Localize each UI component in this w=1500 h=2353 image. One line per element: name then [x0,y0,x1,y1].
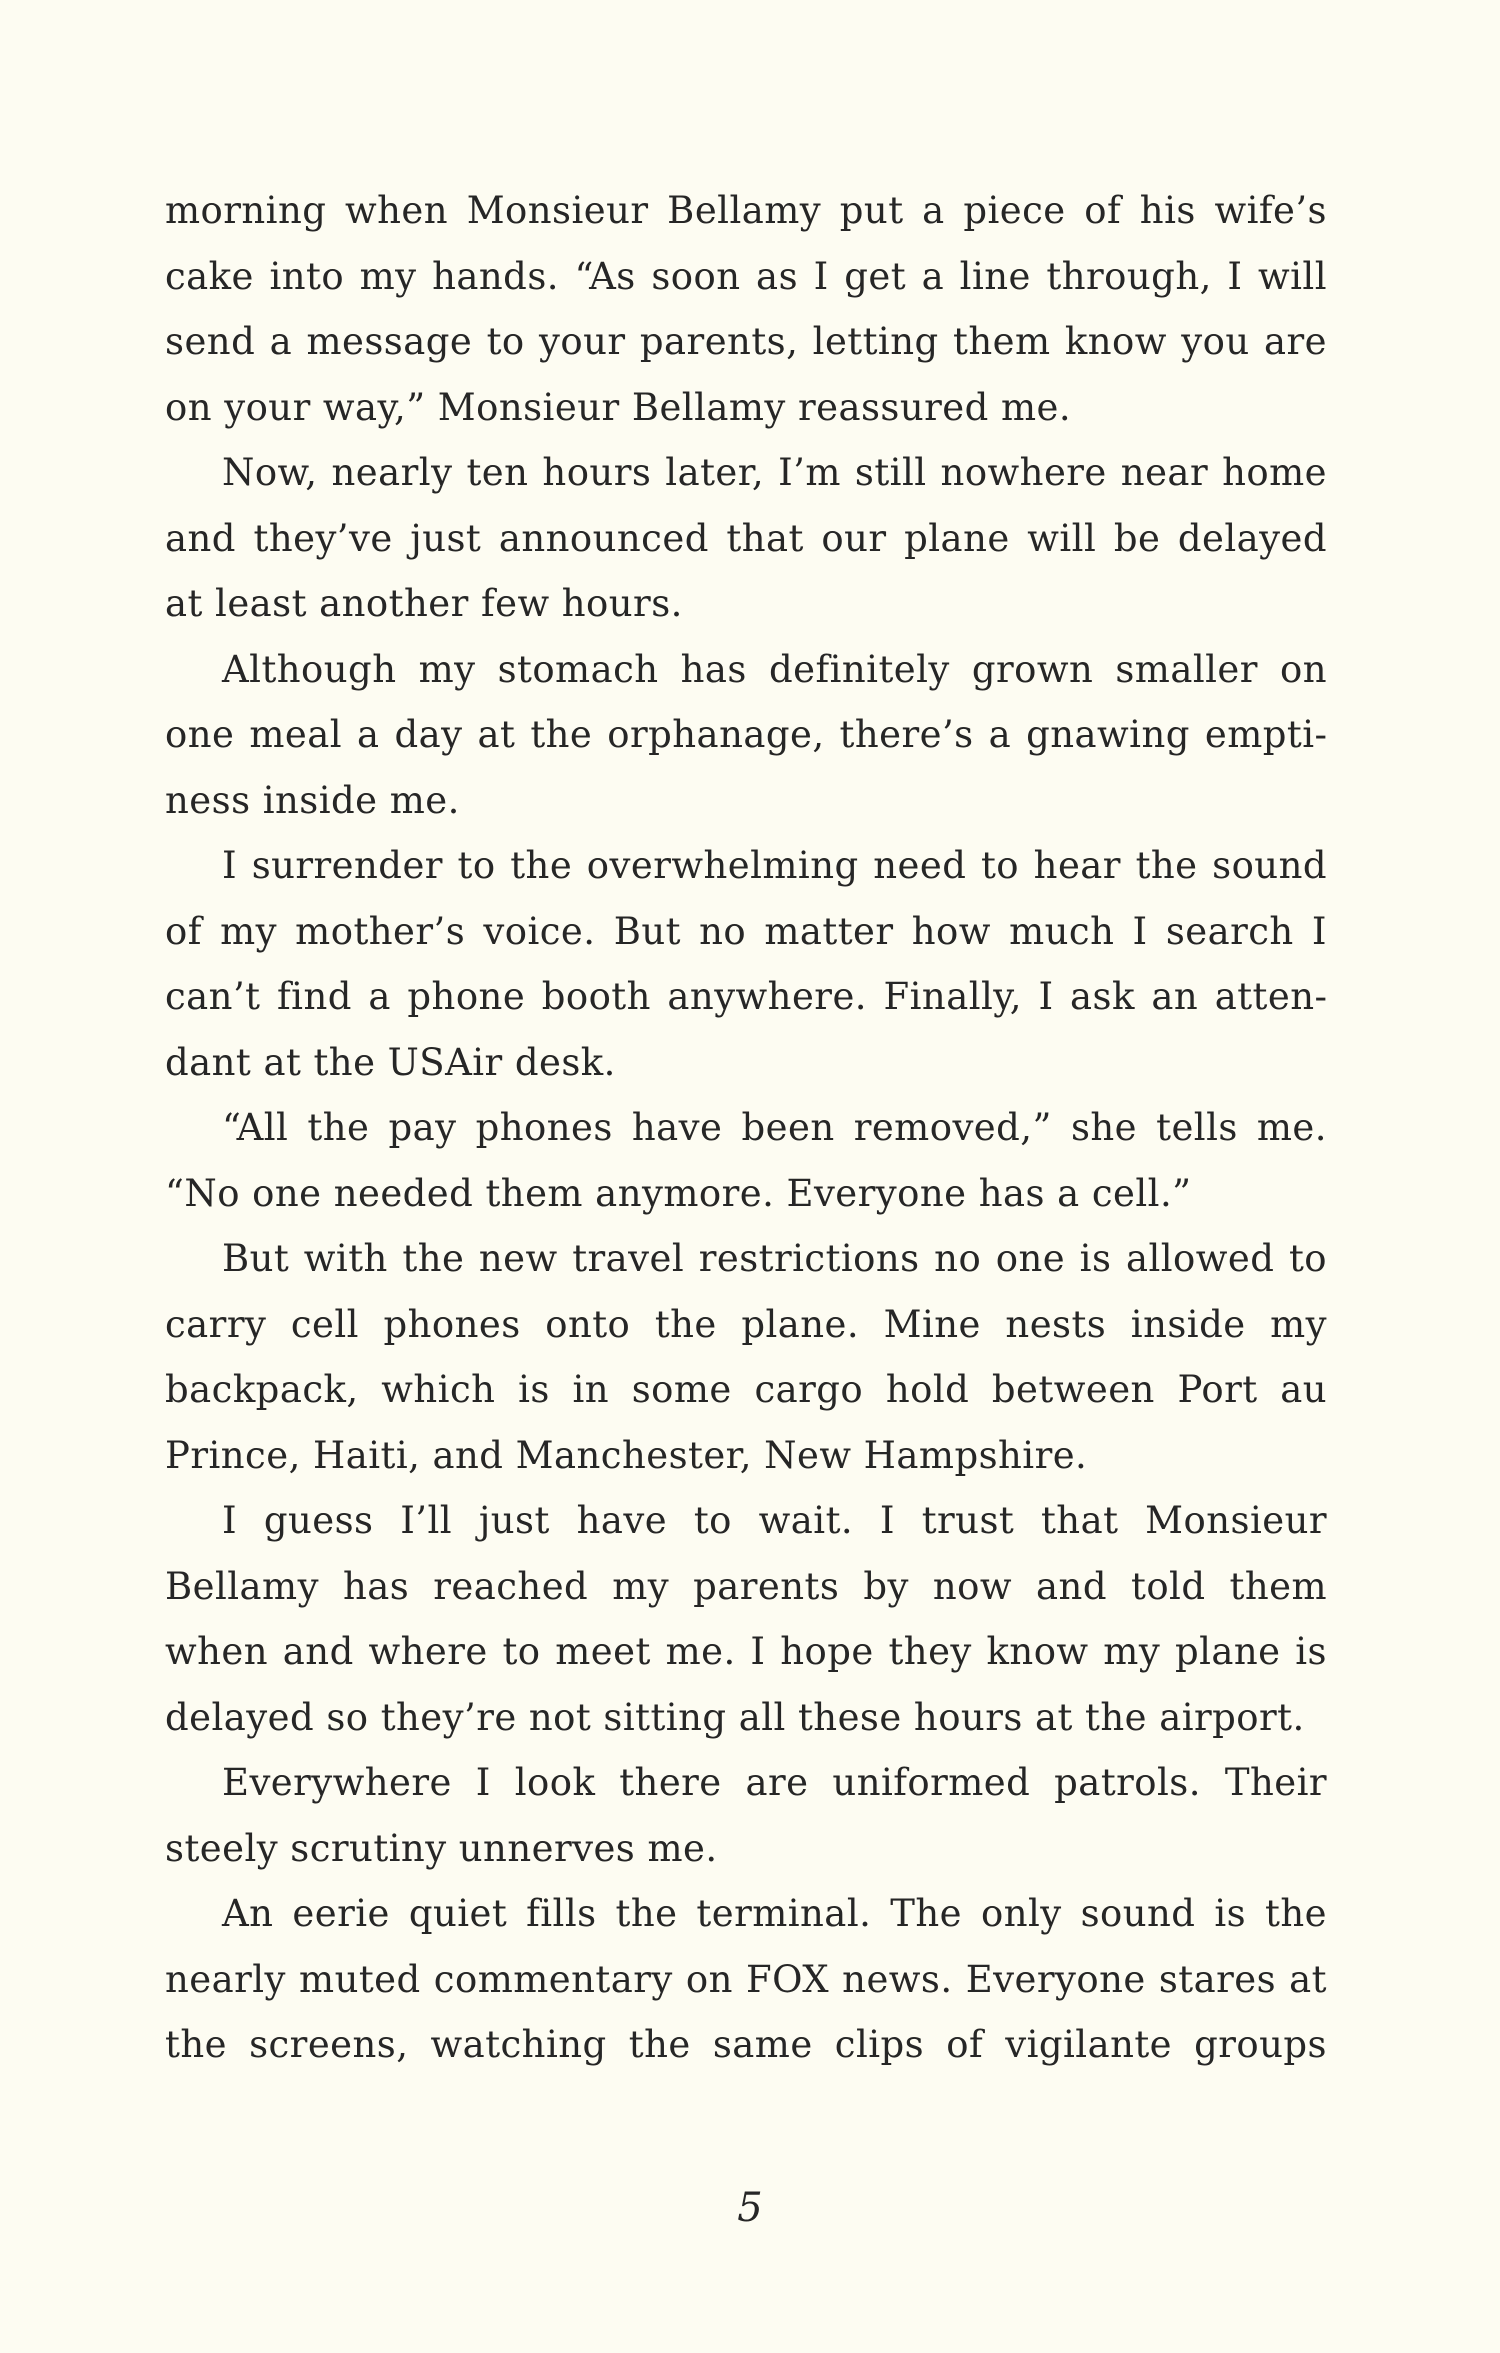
paragraph-6: But with the new travel restrictions no one is allowed to carry cell phones onto the plane. Mine nests inside my backpack, which is in some cargo hold between Port au Prince, Haiti, and Manchester, New Hampshire. [165,1237,1327,1477]
paragraph-8: Everywhere I look there are uniformed patrols. Their steely scrutiny unnerves me. [165,1761,1327,1870]
paragraph-2: Now, nearly ten hours later, I’m still nowhere near home and they’ve just announced that our plane will be delayed at least another few hours. [165,451,1327,625]
paragraph-5: “All the pay phones have been removed,” she tells me. “No one needed them anymore. Everyone has a cell.” [165,1106,1327,1215]
page-number: 5 [737,2185,763,2231]
paragraph-3: Although my stomach has definitely grown smaller on one meal a day at the orphanage, there’s a gnawing emptiness inside me. [165,647,1327,822]
page-body [165,178,1327,2078]
paragraph-4: I surrender to the overwhelming need to hear the sound of my mother’s voice. But no matter how much I search I can’t find a phone booth anywhere. Finally, I ask an attendant at the USAir desk. [165,844,1327,1084]
paragraph-7: I guess I’ll just have to wait. I trust that Monsieur Bellamy has reached my parents by now and told them when and where to meet me. I hope they know my plane is delayed so they’re not sitting all these hours at the airport. [165,1499,1327,1739]
paragraph-1: morning when Monsieur Bellamy put a piece of his wife’s cake into my hands. “As soon as I get a line through, I will send a message to your parents, letting them know you are on your way,” Monsieur Bellamy reassured me. [165,189,1327,429]
paragraph-9: An eerie quiet fills the terminal. The only sound is the nearly muted commentary on FOX news. Everyone stares at the screens, watching the same clips of vigilante groups [165,1892,1327,2066]
